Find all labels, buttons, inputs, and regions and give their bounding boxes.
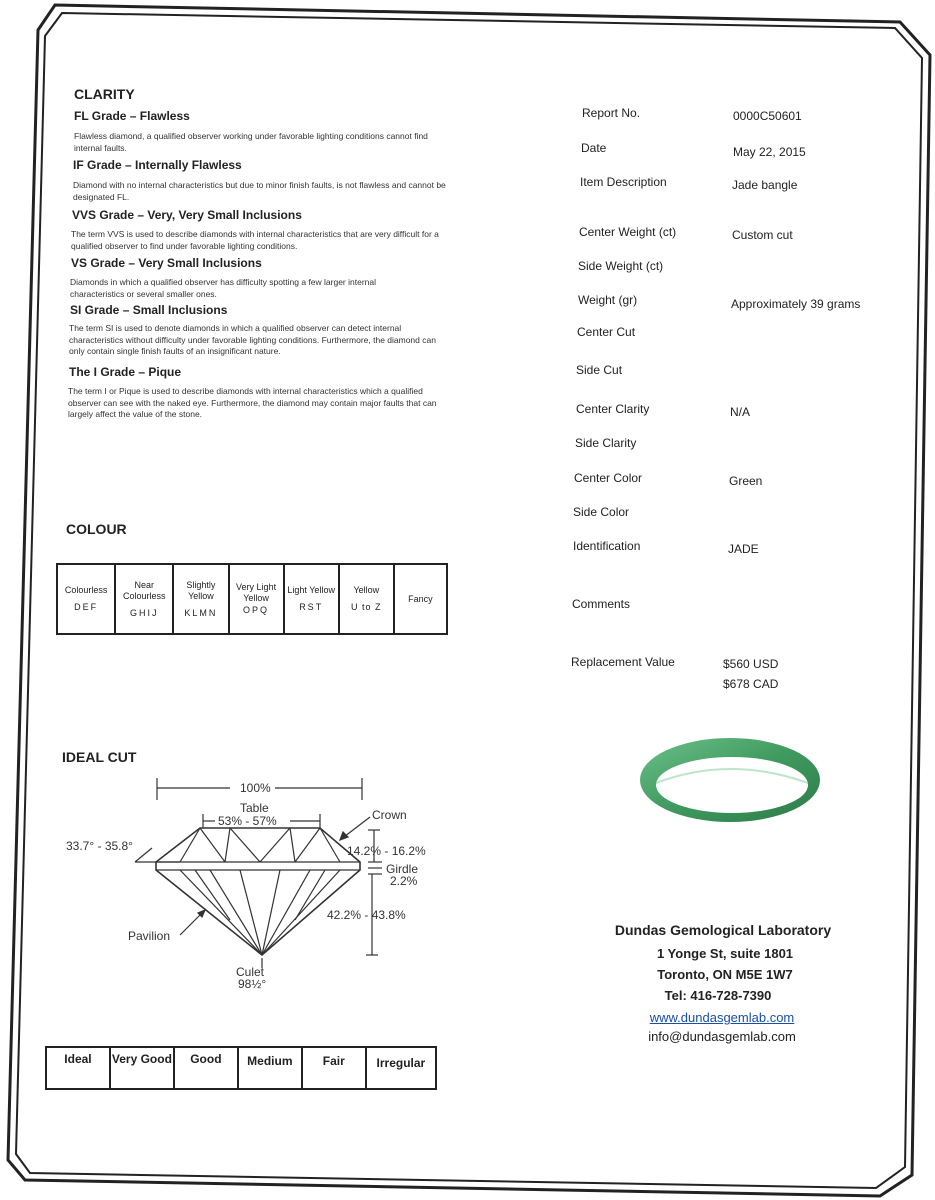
colour-cell-near-colourless: [115, 564, 173, 634]
lab-email: info@dundasgemlab.com: [648, 1029, 796, 1044]
report-value: JADE: [728, 542, 759, 556]
report-label: Report No.: [582, 106, 641, 120]
colour-label: Yellow: [353, 585, 380, 595]
replacement-value-cad: $678 CAD: [723, 677, 779, 691]
report-label: Weight (gr): [578, 293, 638, 307]
colour-label: Slightly Yellow: [186, 579, 216, 601]
report-value: N/A: [730, 405, 751, 419]
report-value: 0000C50601: [733, 109, 802, 123]
grade-i-title: The I Grade – Pique: [69, 365, 182, 379]
colour-label: Near Colourless: [123, 579, 166, 601]
report-label: Center Color: [574, 471, 643, 485]
colour-code: U to Z: [351, 602, 382, 612]
colour-cell-fancy: [394, 564, 447, 634]
colour-label: Colourless: [64, 585, 108, 595]
colour-cell-yellow: [339, 564, 394, 634]
cut-grade-scale: [45, 1046, 437, 1090]
culet-label: Culet: [236, 965, 265, 979]
report-label: Side Color: [573, 505, 630, 519]
cut-grade-medium: Medium: [238, 1047, 302, 1089]
report-label: Item Description: [580, 175, 667, 189]
lab-address-line2: Toronto, ON M5E 1W7: [657, 967, 793, 982]
report-label: Center Clarity: [576, 402, 650, 416]
colour-cell-light-yellow: [284, 564, 339, 634]
girdle-label: Girdle: [386, 862, 419, 876]
report-value: $560 USD: [723, 657, 779, 671]
report-label: Comments: [572, 597, 631, 611]
colour-code: RST: [299, 602, 324, 612]
colour-heading: COLOUR: [66, 521, 127, 537]
colour-code: OPQ: [243, 605, 270, 615]
crown-label: Crown: [372, 808, 407, 822]
lab-name: Dundas Gemological Laboratory: [614, 922, 832, 938]
lab-website-link[interactable]: www.dundasgemlab.com: [649, 1010, 795, 1025]
grade-vvs-title: VVS Grade – Very, Very Small Inclusions: [72, 208, 302, 222]
grade-i-desc: The term I or Pique is used to describe diamonds with internal characteristics which a qualified observer can see with the naked eye. Furthermore, the diamond may contain major faults that can largely affect the value of the stone.: [68, 386, 437, 419]
culet-angle-label: 98½°: [238, 977, 267, 991]
colour-code: GHIJ: [130, 607, 159, 618]
grade-vs-title: VS Grade – Very Small Inclusions: [71, 256, 262, 270]
colour-label: Very Light Yellow: [236, 582, 277, 603]
report-value: Green: [729, 474, 763, 488]
lab-address-line1: 1 Yonge St, suite 1801: [656, 946, 794, 961]
grade-si-title: SI Grade – Small Inclusions: [70, 303, 228, 317]
report-label: Center Weight (ct): [579, 225, 677, 239]
cut-grade-ideal: Ideal: [46, 1047, 110, 1089]
colour-cell-colourless: [57, 564, 115, 634]
report-label: Side Cut: [576, 363, 623, 377]
colour-label: Fancy: [408, 593, 433, 604]
cut-grade-irregular: Irregular: [366, 1047, 436, 1089]
grade-fl-title: FL Grade – Flawless: [74, 109, 190, 123]
crown-angle-label: 33.7° - 35.8°: [66, 839, 133, 853]
cut-grade-good: Good: [174, 1047, 238, 1089]
report-value: Custom cut: [732, 228, 793, 242]
ideal-cut-heading: IDEAL CUT: [62, 749, 137, 765]
report-label: Side Weight (ct): [578, 259, 664, 273]
clarity-heading: CLARITY: [74, 86, 135, 102]
cut-grade-fair: Fair: [302, 1047, 366, 1089]
cut-grade-very-good: Very Good: [110, 1047, 174, 1089]
grade-vs-desc: Diamonds in which a qualified observer has difficulty spotting a few larger internal characteristics or several smaller ones.: [70, 277, 377, 299]
total-width-label: 100%: [240, 781, 271, 795]
report-value: Approximately 39 grams: [731, 297, 861, 311]
lab-phone: Tel: 416-728-7390: [664, 988, 772, 1003]
report-label: Identification: [573, 539, 641, 553]
jade-bangle-image: [630, 725, 830, 835]
grade-vvs-desc: The term VVS is used to describe diamonds with internal characteristics that are very difficult for a qualified observer to find under favorable lighting conditions.: [71, 229, 439, 251]
diamond-cut-diagram: [50, 770, 450, 1000]
colour-cell-very-light-yellow: [229, 564, 284, 634]
colour-label: Light Yellow: [287, 585, 335, 595]
report-label: Replacement Value: [571, 655, 675, 669]
girdle-pct-label: 2.2%: [390, 874, 418, 888]
grade-if-desc: Diamond with no internal characteristics but due to minor finish faults, is not flawless and cannot be designated FL.: [73, 180, 446, 202]
colour-code: KLMN: [184, 607, 218, 618]
report-label: Center Cut: [577, 325, 636, 339]
grade-si-desc: The term SI is used to denote diamonds in which a qualified observer can detect internal characteristics without difficulty under favorable lighting conditions. Furthermore, the diamond can only contain single finish faults of an insignificant nature.: [69, 323, 436, 356]
report-value: May 22, 2015: [733, 145, 806, 159]
report-value: Jade bangle: [732, 178, 798, 192]
colour-scale-table: [56, 563, 448, 635]
report-label: Date: [581, 141, 607, 155]
grade-fl-desc: Flawless diamond, a qualified observer working under favorable lighting conditions cannot find internal faults.: [74, 131, 428, 153]
pavilion-label: Pavilion: [128, 929, 171, 943]
grade-if-title: IF Grade – Internally Flawless: [73, 158, 242, 172]
pavilion-depth-label: 42.2% - 43.8%: [327, 908, 406, 922]
crown-height-label: 14.2% - 16.2%: [347, 844, 426, 858]
colour-cell-slightly-yellow: [173, 564, 228, 634]
table-range-label: 53% - 57%: [218, 814, 277, 828]
table-label: Table: [240, 801, 269, 815]
report-label: Side Clarity: [575, 436, 637, 450]
colour-code: DEF: [74, 602, 99, 612]
